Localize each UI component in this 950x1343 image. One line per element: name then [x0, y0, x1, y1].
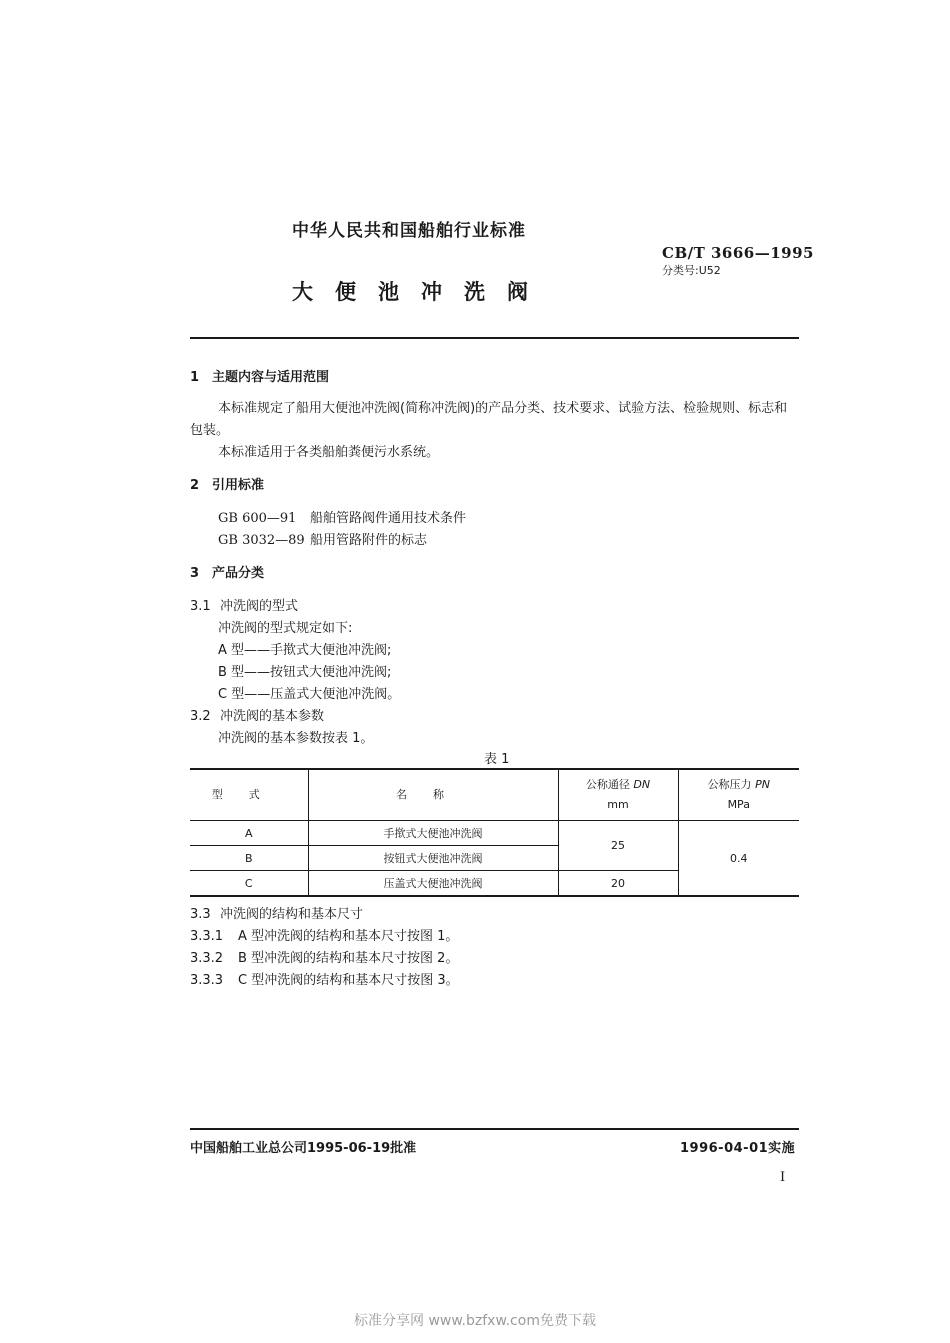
section-number: 1: [190, 370, 200, 385]
subsection-text: B 型冲洗阀的结构和基本尺寸按图 2。: [238, 951, 459, 966]
subsection-number: 3.3.2: [190, 951, 224, 966]
section-3-heading: [190, 562, 264, 581]
cell-name: 按钮式大便池冲洗阀: [308, 846, 558, 871]
subsection-number: 3.3: [190, 907, 211, 922]
table-caption: 表 1: [484, 752, 510, 767]
section-number: 3: [190, 566, 200, 581]
standard-number: CB/T 3666—1995: [662, 244, 814, 262]
cell-dn: 20: [558, 871, 678, 897]
subsection-title: 冲洗阀的结构和基本尺寸: [220, 907, 364, 922]
cell-type: A: [190, 821, 308, 846]
section-2-heading: [190, 474, 264, 493]
cell-type: C: [190, 871, 308, 897]
table-header-row: [190, 769, 799, 821]
cell-name: 手揿式大便池冲洗阀: [308, 821, 558, 846]
subsection-text: C 型冲洗阀的结构和基本尺寸按图 3。: [238, 973, 459, 988]
footer-divider: [190, 1128, 799, 1130]
effective-date: 1996-04-01实施: [680, 1141, 796, 1156]
section-1-paragraph-line-1: 本标准规定了船用大便池冲洗阀(简称冲洗阀)的产品分类、技术要求、试验方法、检验规则、标志和: [218, 401, 788, 416]
section-number: 2: [190, 478, 200, 493]
cell-dn: 25: [558, 821, 678, 871]
watermark: 标准分享网 www.bzfxw.com免费下载: [354, 1313, 596, 1329]
section-1-heading: [190, 366, 329, 385]
type-intro: 冲洗阀的型式规定如下:: [218, 621, 353, 636]
subsection-item: [190, 925, 458, 944]
type-item: C 型——压盖式大便池冲洗阀。: [218, 687, 401, 702]
subsection-3-3-heading: [190, 903, 363, 922]
subsection-number: 3.1: [190, 599, 211, 614]
cell-type: B: [190, 846, 308, 871]
classification-number: 分类号:U52: [662, 264, 721, 277]
subsection-title: 冲洗阀的基本参数: [220, 709, 325, 724]
industry-standard-heading: 中华人民共和国船舶行业标准: [292, 221, 526, 241]
section-title: 产品分类: [212, 566, 265, 581]
col-header-dn: 公称通径 DN mm: [558, 769, 678, 821]
reference-item: [218, 529, 427, 548]
section-title: 主题内容与适用范围: [212, 370, 330, 385]
col-header-pn: 公称压力 PN MPa: [678, 769, 799, 821]
reference-item: [218, 507, 466, 526]
col-header-type: 型式: [190, 769, 308, 821]
section-title: 引用标准: [212, 478, 265, 493]
section-1-paragraph-line-2: 包装。: [190, 423, 230, 438]
subsection-item: [190, 969, 459, 988]
reference-code: GB 600—91: [218, 511, 297, 526]
reference-name: 船舶管路阀件通用技术条件: [310, 511, 467, 526]
type-item: A 型——手揿式大便池冲洗阀;: [218, 643, 392, 658]
section-1-paragraph-2: 本标准适用于各类船舶粪便污水系统。: [218, 445, 440, 460]
subsection-number: 3.3.3: [190, 973, 224, 988]
subsection-3-2-text: 冲洗阀的基本参数按表 1。: [218, 731, 374, 746]
header-divider: [190, 337, 799, 339]
subsection-title: 冲洗阀的型式: [220, 599, 299, 614]
subsection-number: 3.2: [190, 709, 211, 724]
subsection-number: 3.3.1: [190, 929, 224, 944]
parameters-table: [190, 768, 799, 897]
subsection-item: [190, 947, 458, 966]
cell-pn: 0.4: [678, 821, 799, 897]
subsection-3-1-heading: [190, 595, 298, 614]
page-number: I: [780, 1170, 786, 1185]
approval-line: 中国船舶工业总公司1995-06-19批准: [190, 1141, 417, 1156]
document-title: 大便池冲洗阀: [292, 280, 550, 304]
table-row: [190, 821, 799, 846]
subsection-text: A 型冲洗阀的结构和基本尺寸按图 1。: [238, 929, 459, 944]
subsection-3-2-heading: [190, 705, 324, 724]
reference-code: GB 3032—89: [218, 533, 305, 548]
reference-name: 船用管路附件的标志: [310, 533, 428, 548]
col-header-name: 名称: [308, 769, 558, 821]
cell-name: 压盖式大便池冲洗阀: [308, 871, 558, 897]
type-item: B 型——按钮式大便池冲洗阀;: [218, 665, 392, 680]
